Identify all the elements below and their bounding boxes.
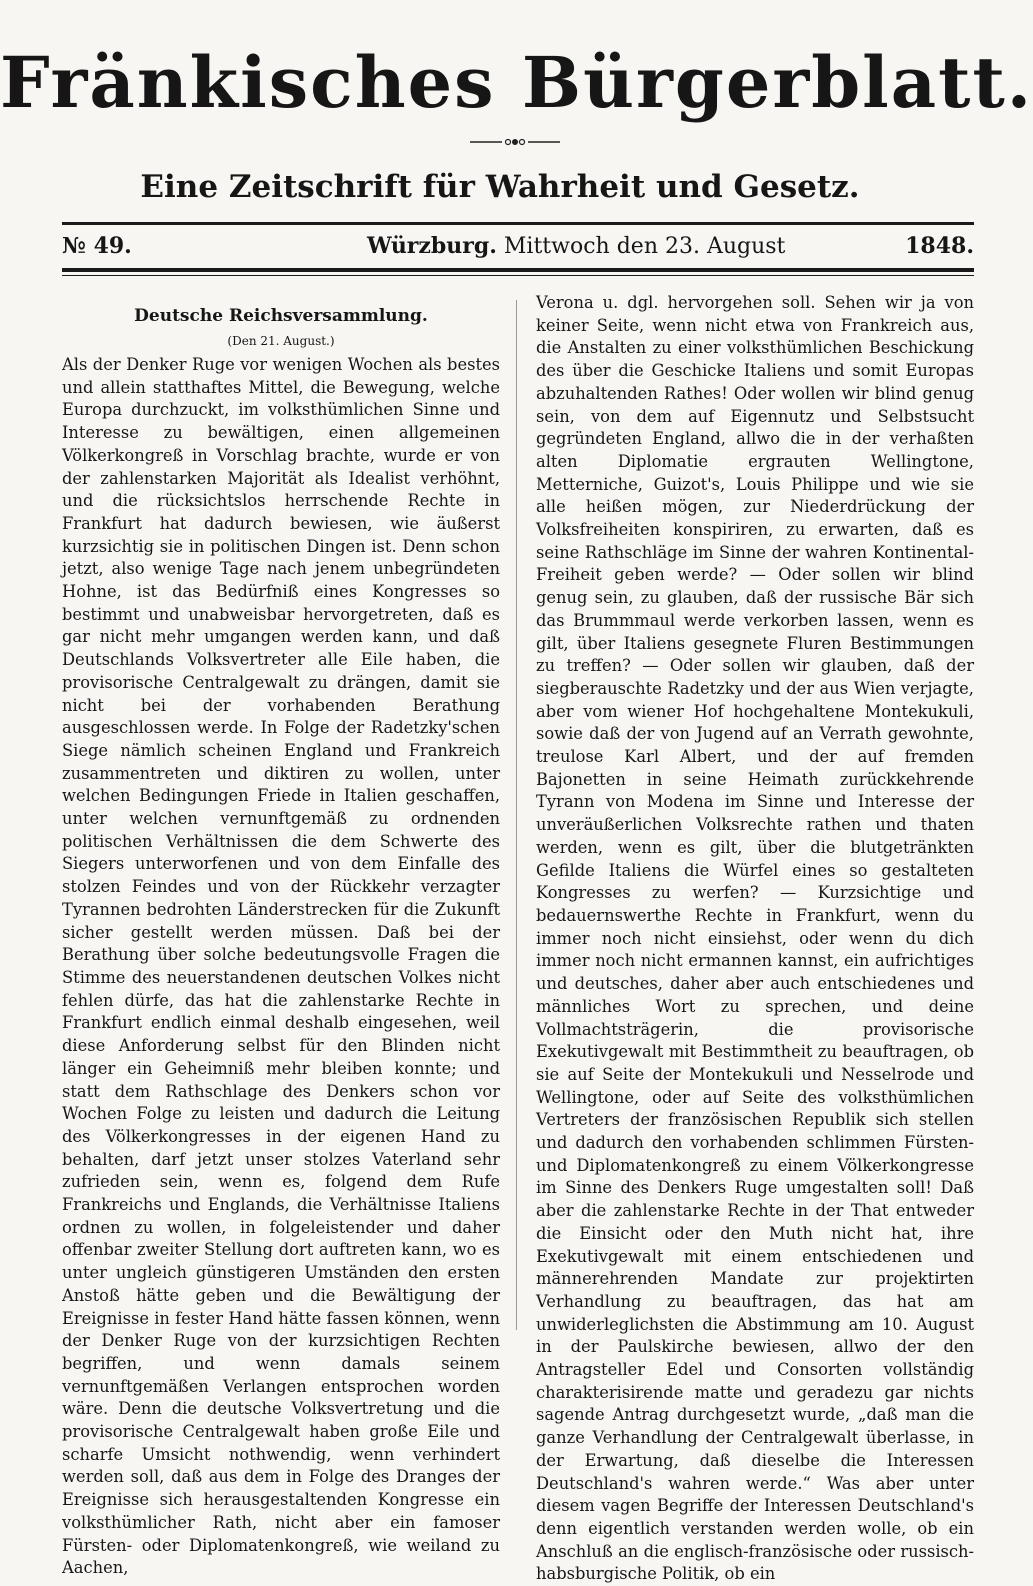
article-heading: Deutsche Reichsversammlung. — [134, 306, 428, 326]
header-rule-bottom-thick — [62, 268, 974, 272]
issue-year: 1848. — [905, 233, 974, 259]
article-dateline: (Den 21. August.) — [227, 334, 335, 348]
issue-date: Mittwoch den 23. August — [503, 234, 786, 259]
place: Würzburg. — [367, 233, 497, 259]
masthead-title: Fränkisches Bürgerblatt. — [0, 41, 1033, 124]
header-rule-bottom-thin — [62, 275, 974, 276]
article-text-right: Verona u. dgl. hervorgehen soll. Sehen wir ja von keiner Seite, wenn nicht etwa von Frankreich aus, die Anstalten zu einer volksthümlichen Beschickung des über die Geschicke Italiens und somit Europas abzuhaltenden Rathes! Oder wollen wir blind genug sein, von dem auf Eigennutz und Selbstsucht gegründeten England, allwo die in der verhaßten alten Diplomatie ergrauten Wellingtone, Metterniche, Guizot's, Louis Philippe und wie sie alle heißen mögen, zur Niederdrückung der Volksfreiheiten konspiriren, zu erwarten, daß es seine Rathschläge im Sinne der wahren Kontinental-Freiheit geben werde? — Oder sollen wir blind genug sein, zu glauben, daß der russische Bär sich das Brummmaul werde verkorben lassen, wenn es gilt, über Italiens gesegnete Fluren Bestimmungen zu treffen? — Oder sollen wir glauben, daß der siegberauschte Radetzky und der aus Wien verjagte, aber vom wiener Hof hochgehaltene Montekukuli, sowie daß der von Jugend auf an Verrath gewohnte, treulose Karl Albert, und der auf fremden Bajonetten in seine Heimath zurückkehrende Tyrann von Modena im Sinne und Interesse der unveräußerlichen Volksrechte rathen und thaten werden, wenn es gilt, über die blutgetränkten Gefilde Italiens die Würfel eines so gestalteten Kongresses zu werfen? — Kurzsichtige und bedauernswerthe Rechte in Frankfurt, wenn du immer noch nicht einsiehst, oder wenn du dich immer noch nicht ermannen kannst, ein aufrichtiges und deutsches, daher aber auch entschiedenes und männliches Wort zu sprechen, und deine Vollmachtsträgerin, die provisorische Exekutivgewalt mit Bestimmtheit zu beauftragen, ob sie auf Seite der Montekukuli und Nesselrode und Wellingtone, oder auf Seite des volksthümlichen Vertreters der französischen Republik sich stellen und dadurch den vorhabenden schlimmen Fürsten- und Diplomatenkongreß zu einem Völkerkongresse im Sinne des Denkers Ruge umgestalten soll! Daß aber die zahlenstarke Rechte in der That entweder die Einsicht oder den Muth nicht hat, ihre Exekutivgewalt mit einem entschiedenen und männerehrenden Mandate zur projektirten Verhandlung zu beauftragen, das hat am unwiderleglichsten die Abstimmung am 10. August in der Paulskirche bewiesen, allwo der den Antragsteller Edel und Consorten vollständig charakterisirende matte und geradezu gar nichts sagende Antrag durchgesetzt wurde, „daß man die ganze Verhandlung der Centralgewalt überlasse, in der Erwartung, daß dieselbe die Interessen Deutschland's wahren werde.“ Was aber unter diesem vagen Begriffe der Interessen Deutschland's denn eigentlich verstanden werden wolle, ob ein Anschluß an die englisch-französische oder russisch-habsburgische Politik, ob ein — [536, 293, 974, 1584]
issue-line — [62, 226, 974, 266]
article-text-left: Als der Denker Ruge vor wenigen Wochen als bestes und allein statthaftes Mittel, die Bewegung, welche Europa durchzuckt, im volksthümlichen Sinne und Interesse zu bewältigen, einen allgemeinen Völkerkongreß in Vorschlag brachte, wurde er von der zahlenstarken Majorität als Idealist verhöhnt, und die rücksichtslos herrschende Rechte in Frankfurt hat dadurch bewiesen, wie äußerst kurzsichtig sie in politischen Dingen ist. Denn schon jetzt, also wenige Tage nach jenem unbegründeten Hohne, ist das Bedürfniß eines Kongresses so bestimmt und unabweisbar hervorgetreten, daß es gar nicht mehr umgangen werden kann, und daß Deutschlands Volksvertreter alle Eile haben, die provisorische Centralgewalt zu drängen, damit sie nicht bei der vorhabenden Berathung ausgeschlossen werde. In Folge der Radetzky'schen Siege nämlich scheinen England und Frankreich zusammentreten und diktiren zu wollen, unter welchen Bedingungen Friede in Italien geschaffen, unter welchen vernunftgemäß zu ordnenden politischen Verhältnissen die dem Schwerte des Siegers unterworfenen und von dem Einfalle des stolzen Feindes und von der Rückkehr verzagter Tyrannen bedrohten Länderstrecken für die Zukunft sicher gestellt werden müssen. Daß bei der Berathung über solche bedeutungsvolle Fragen die Stimme des neuerstandenen deutschen Volkes nicht fehlen dürfe, das hat die zahlenstarke Rechte in Frankfurt endlich einmal deshalb eingesehen, weil diese Anforderung selbst für den Blinden nicht länger ein Geheimniß mehr bleiben konnte; und statt dem Rathschlage des Denkers schon vor Wochen Folge zu leisten und dadurch die Leitung des Völkerkongresses in der eigenen Hand zu behalten, darf jetzt unser stolzes Vaterland sehr zufrieden sein, wenn es, folgend dem Rufe Frankreichs und Englands, die Verhältnisse Italiens ordnen zu wollen, in folgeleistender und daher offenbar zweiter Stellung dort auftreten kann, wo es unter ungleich günstigeren Umständen den ersten Anstoß hätte geben und die Bewältigung der Ereignisse in fester Hand hätte fassen können, wenn der Denker Ruge von der kurzsichtigen Rechten begriffen, und wenn damals seinem vernunftgemäßen Verlangen entsprochen worden wäre. Denn die deutsche Volksvertretung und die provisorische Centralgewalt haben große Eile und scharfe Umsicht nothwendig, wenn verhindert werden soll, daß aus dem in Folge des Dranges der Ereignisse sich herausgestaltenden Kongresse ein volksthümlicher Rath, nicht aber ein famoser Fürsten- oder Diplomatenkongreß, wie weiland zu Aachen, — [62, 355, 500, 1578]
place-date — [367, 226, 785, 267]
column-divider — [516, 300, 517, 1330]
header-rule-top — [62, 222, 974, 225]
right-column — [536, 292, 974, 1584]
issue-number: № 49. — [62, 233, 132, 259]
ornament-divider-icon — [470, 136, 560, 148]
masthead-subtitle: Eine Zeitschrift für Wahrheit und Gesetz. — [140, 169, 860, 205]
left-column — [62, 292, 500, 1578]
